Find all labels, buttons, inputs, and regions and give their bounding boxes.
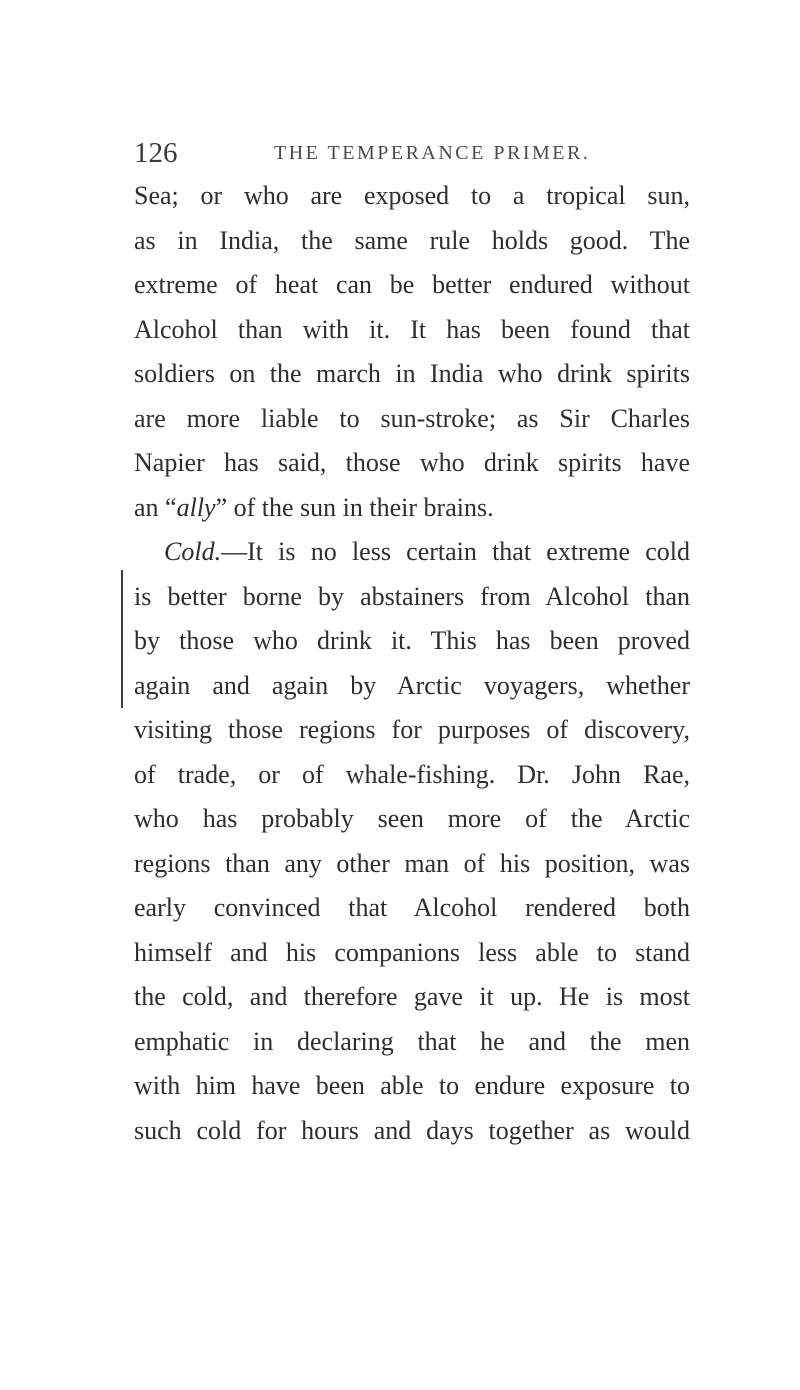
text-line: are more liable to sun-stroke; as Sir Charles: [134, 403, 690, 433]
running-head: [134, 136, 634, 170]
text-line: regions than any other man of his position, was: [134, 848, 690, 878]
text-line: [134, 530, 690, 575]
text-line: of trade, or of whale-fishing. Dr. John Rae,: [134, 759, 690, 789]
italic-word: ally: [176, 492, 216, 522]
text-line: such cold for hours and days together as would: [134, 1115, 690, 1145]
body-text: [134, 174, 690, 1153]
text-line: Napier has said, those who drink spirits have: [134, 448, 690, 477]
text-line: himself and his companions less able to stand: [134, 937, 690, 967]
text-line: with him have been able to endure exposure to: [134, 1071, 690, 1100]
text-line: as in India, the same rule holds good. The: [134, 225, 690, 255]
text-line: Alcohol than with it. It has been found that: [134, 314, 690, 344]
text-line: visiting those regions for purposes of discovery,: [134, 715, 690, 744]
text-line: is better borne by abstainers from Alcohol than: [134, 581, 690, 611]
text-fragment: an “: [134, 492, 177, 522]
text-line: who has probably seen more of the Arctic: [134, 804, 690, 833]
text-line: again and again by Arctic voyagers, whether: [134, 670, 690, 700]
text-line: soldiers on the march in India who drink spirits: [134, 359, 690, 388]
text-line: emphatic in declaring that he and the men: [134, 1026, 690, 1056]
page-number: 126: [134, 137, 178, 169]
text-line: extreme of heat can be better endured without: [134, 270, 690, 299]
text-line: by those who drink it. This has been proved: [134, 626, 690, 655]
text-line: [134, 486, 690, 531]
text-fragment: —It is no less certain that extreme cold: [221, 537, 690, 566]
marginal-rule: [121, 570, 123, 708]
text-line: the cold, and therefore gave it up. He is most: [134, 982, 690, 1011]
text-fragment: ” of the sun in their brains.: [215, 492, 494, 522]
text-line: Sea; or who are exposed to a tropical sun,: [134, 181, 690, 210]
text-line: early convinced that Alcohol rendered both: [134, 893, 690, 922]
section-heading-cold: Cold.: [164, 537, 222, 566]
running-title: THE TEMPERANCE PRIMER.: [274, 142, 591, 164]
